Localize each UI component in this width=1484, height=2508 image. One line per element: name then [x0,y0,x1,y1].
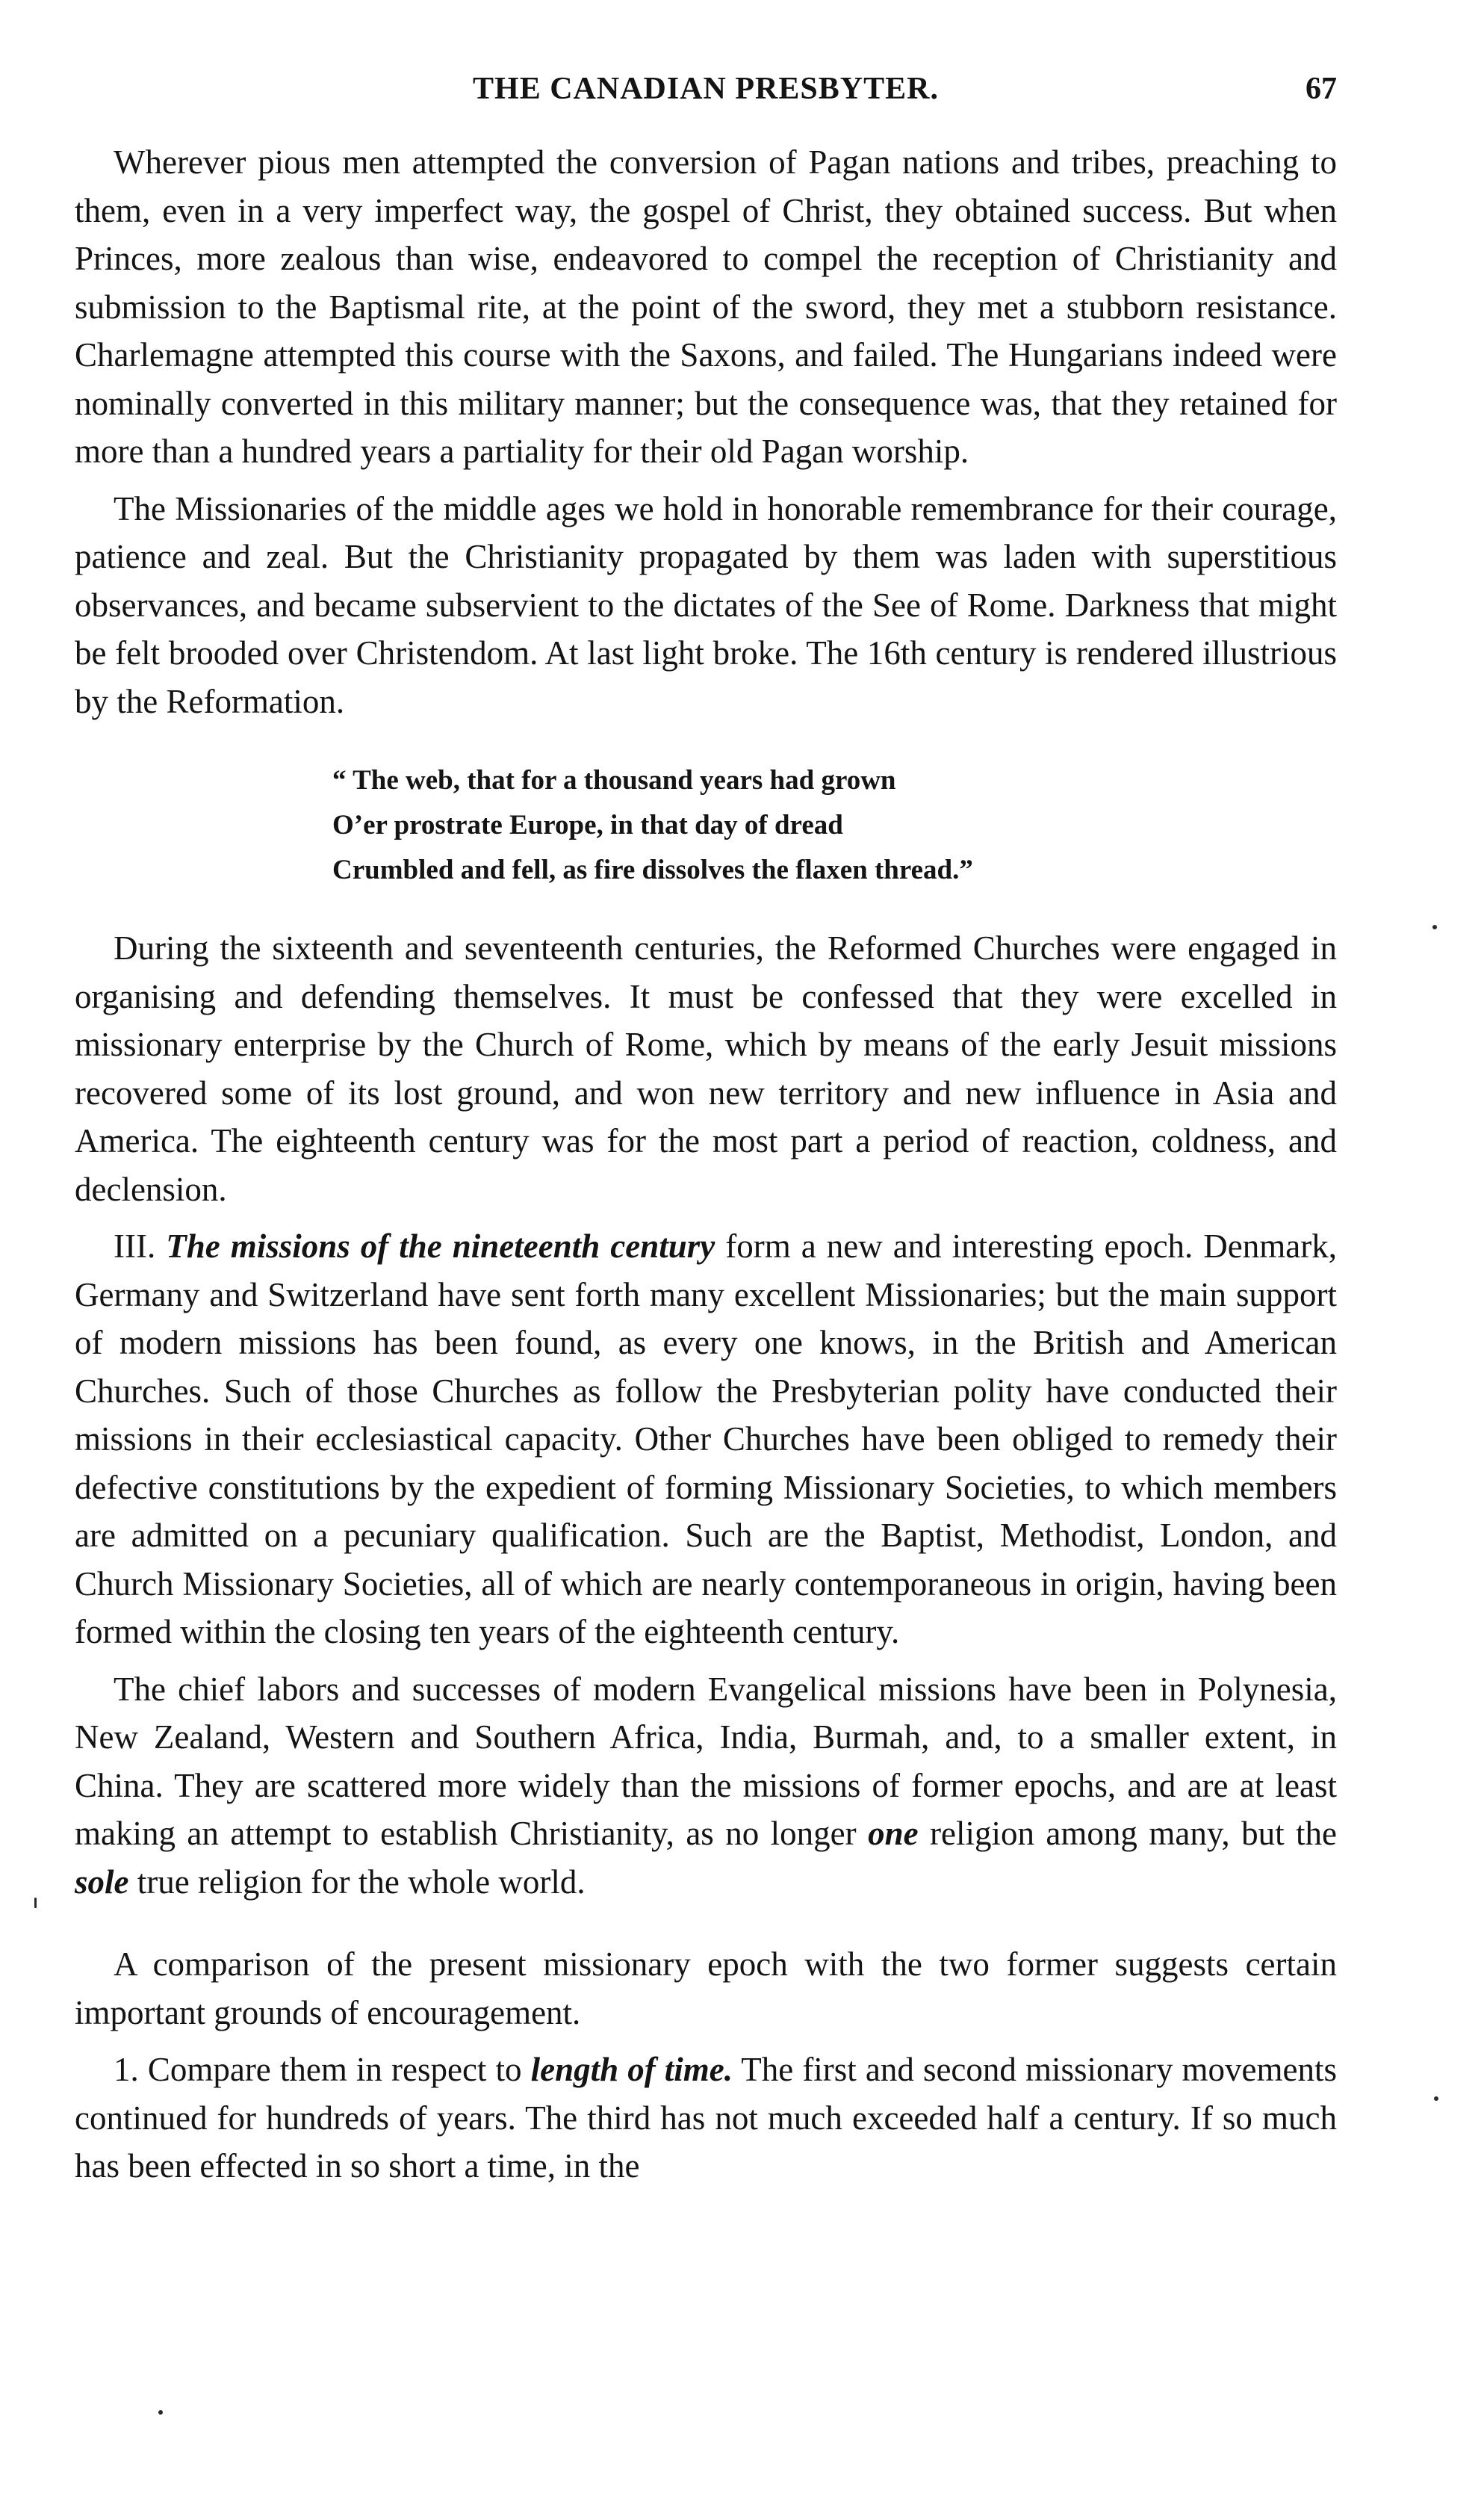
emphasis-one: one [868,1815,919,1852]
page-number: 67 [1306,72,1337,106]
paragraph-2: The Missionaries of the middle ages we hold in honorable remembrance for their courage, patience and zeal. But the Christianity propagated by them was laden with superstitious observances, and became subservient to the dictates of the See of Rome. Darkness that might be felt brooded over Christendom. At last light broke. The 16th century is rendered illustrious by the Reformation. [75,489,1337,720]
verse-quotation [332,758,1337,893]
paragraph-4-text: form a new and interesting epoch. Denmark, Germany and Switzerland have sent forth many excellent Missionaries; but the main support of modern missions has been found, as every one knows, in the British and American Churches. Such of those Churches as follow the Presbyterian polity have conducted their missions in their ecclesiastical capacity. Other Churches have been obliged to remedy their defective constitutions by the expedient of forming Missionary Societies, to which members are admitted on a pecuniary qualification. Such are the Baptist, Methodist, London, and Church Missionary Societies, all of which are nearly contemporaneous in origin, having been formed within the closing ten years of the eighteenth century. [75,1227,1337,1650]
paragraph-5 [75,1665,1337,1907]
paragraph-5-text-c: true religion for the whole world. [137,1863,586,1901]
paragraph-4 [75,1222,1337,1656]
quote-line-3: Crumbled and fell, as fire dissolves the flaxen thread.” [332,855,973,885]
paragraph-5-text-b: religion among many, but the [930,1815,1337,1852]
section-number: III. [114,1227,156,1265]
ink-speck [1434,2096,1438,2101]
running-title: THE CANADIAN PRESBYTER. [473,72,939,106]
running-head [75,71,1337,116]
paragraph-7-text-a: 1. Compare them in respect to [114,2051,522,2088]
ink-mark [34,1898,37,1908]
paragraph-5-text-a: The chief labors and successes of modern Evangelical missions have been in Polynesia, New Zealand, Western and Southern Africa, India, Burmah, and, to a smaller extent, in China. They are scattered more widely than the missions of former epochs, and are at least making an attempt to establish Christianity, as no longer [75,1670,1337,1852]
paragraph-3: During the sixteenth and seventeenth centuries, the Reformed Churches were engaged in organising and defending themselves. It must be confessed that they were excelled in missionary enterprise by the Church of Rome, which by means of the early Jesuit missions recovered some of its lost ground, and won new territory and new influence in Asia and America. The eighteenth century was for the most part a period of reaction, coldness, and declension. [75,929,1337,1208]
paragraph-7 [75,2046,1337,2190]
emphasis-length-of-time: length of time. [530,2051,733,2088]
paragraph-1: Wherever pious men attempted the conversion of Pagan nations and tribes, preaching to them, even in a very imperfect way, the gospel of Christ, they obtained success. But when Princes, more zealous than wise, endeavored to compel the reception of Christianity and submission to the Baptismal rite, at the point of the sword, they met a stubborn resistance. Charlemagne attempted this course with the Saxons, and failed. The Hungarians indeed were nominally converted in this military manner; but the consequence was, that they retained for more than a hundred years a partiality for their old Pagan worship. [75,143,1337,470]
document-page [75,71,1337,2199]
ink-speck [158,2410,163,2415]
ink-speck [1432,925,1437,929]
paragraph-7-text-b: The first and second missionary movements continued for hundreds of years. The third has not much exceeded half a century. If so much has been effected in so short a time, in the [75,2051,1338,2185]
paragraph-6: A comparison of the present missionary epoch with the two former suggests certain important grounds of encouragement. [75,1945,1337,2031]
quote-line-1: “ The web, that for a thousand years had grown [332,765,896,796]
quote-line-2: O’er prostrate Europe, in that day of dread [332,810,843,840]
section-heading-italic: The missions of the nineteenth century [166,1227,715,1265]
emphasis-sole: sole [75,1863,129,1901]
